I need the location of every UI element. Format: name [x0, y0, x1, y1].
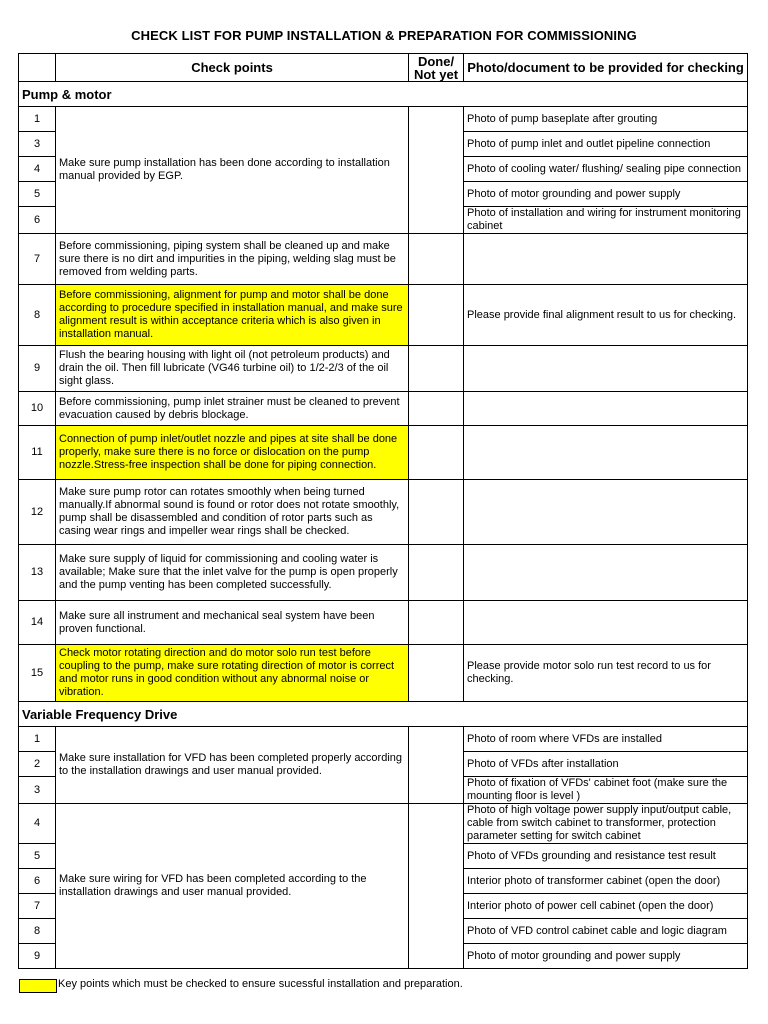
done-cell[interactable]	[409, 645, 464, 702]
header-done-line2: Not yet	[413, 66, 459, 82]
row-number: 13	[19, 545, 56, 601]
photo-requirement	[464, 601, 748, 645]
check-point: Before commissioning, piping system shall be cleaned up and make sure there is no dirt and impurities in the piping, welding slag must be removed from welding parts.	[56, 234, 409, 285]
done-cell[interactable]	[409, 426, 464, 480]
photo-requirement: Please provide final alignment result to us for checking.	[464, 285, 748, 346]
check-point: Make sure wiring for VFD has been completed according to the installation drawings and user manual provided.	[56, 804, 409, 969]
row-number: 5	[19, 844, 56, 869]
page-title: CHECK LIST FOR PUMP INSTALLATION & PREPARATION FOR COMMISSIONING	[131, 28, 637, 43]
photo-requirement	[464, 545, 748, 601]
photo-requirement	[464, 392, 748, 426]
row-number: 2	[19, 752, 56, 777]
row-number: 3	[19, 777, 56, 804]
header-number	[19, 54, 56, 82]
row-number: 5	[19, 182, 56, 207]
row-number: 12	[19, 480, 56, 545]
photo-requirement: Photo of high voltage power supply input/output cable, cable from switch cabinet to transformer, protection parameter setting for switch cabinet	[464, 804, 748, 844]
section-vfd: Variable Frequency Drive	[19, 702, 748, 727]
check-point: Make sure all instrument and mechanical seal system have been proven functional.	[56, 601, 409, 645]
row-number: 11	[19, 426, 56, 480]
check-point: Make sure pump rotor can rotates smoothly when being turned manually.If abnormal sound is found or rotor does not rotate smoothly, pump shall be disassembled and condition of rotor parts such as casing wear rings and impeller wear rings shall be checked.	[56, 480, 409, 545]
section-pump-motor: Pump & motor	[19, 82, 748, 107]
checklist-table	[18, 53, 748, 969]
done-cell[interactable]	[409, 107, 464, 234]
photo-requirement	[464, 346, 748, 392]
photo-requirement: Interior photo of transformer cabinet (open the door)	[464, 869, 748, 894]
photo-requirement: Photo of motor grounding and power supply	[464, 182, 748, 207]
row-number: 1	[19, 107, 56, 132]
row-number: 4	[19, 804, 56, 844]
photo-requirement	[464, 426, 748, 480]
done-cell[interactable]	[409, 285, 464, 346]
check-point: Flush the bearing housing with light oil (not petroleum products) and drain the oil. Then fill lubricate (VG46 turbine oil) to 1/2-2/3 of the oil sight glass.	[56, 346, 409, 392]
photo-requirement	[464, 234, 748, 285]
photo-requirement: Photo of motor grounding and power supply	[464, 944, 748, 969]
done-cell[interactable]	[409, 480, 464, 545]
check-point-key: Check motor rotating direction and do motor solo run test before coupling to the pump, make sure rotating direction of motor is correct and motor runs in good condition without any abnormal noise or vibration.	[56, 645, 409, 702]
check-point: Before commissioning, pump inlet strainer must be cleaned to prevent evacuation caused by debris blockage.	[56, 392, 409, 426]
done-cell[interactable]	[409, 804, 464, 969]
check-point-key: Connection of pump inlet/outlet nozzle and pipes at site shall be done properly, make sure there is no force or dislocation on the pump nozzle.Stress-free inspection shall be done for piping connection.	[56, 426, 409, 480]
row-number: 15	[19, 645, 56, 702]
row-number: 7	[19, 894, 56, 919]
header-done	[409, 54, 464, 82]
photo-requirement: Photo of cooling water/ flushing/ sealing pipe connection	[464, 157, 748, 182]
photo-requirement: Interior photo of power cell cabinet (open the door)	[464, 894, 748, 919]
done-cell[interactable]	[409, 727, 464, 804]
row-number: 4	[19, 157, 56, 182]
done-cell[interactable]	[409, 234, 464, 285]
header-done-line1: Done/	[417, 53, 455, 69]
row-number: 14	[19, 601, 56, 645]
photo-requirement: Photo of pump inlet and outlet pipeline connection	[464, 132, 748, 157]
photo-requirement: Please provide motor solo run test record to us for checking.	[464, 645, 748, 702]
row-number: 7	[19, 234, 56, 285]
row-number: 8	[19, 285, 56, 346]
done-cell[interactable]	[409, 392, 464, 426]
check-point: Make sure installation for VFD has been completed properly according to the installation drawings and user manual provided.	[56, 727, 409, 804]
row-number: 6	[19, 207, 56, 234]
done-cell[interactable]	[409, 346, 464, 392]
check-point-key: Before commissioning, alignment for pump and motor shall be done according to procedure specified in installation manual, and make sure alignment result is within acceptance criteria which is also given in installation manual.	[56, 285, 409, 346]
photo-requirement	[464, 480, 748, 545]
legend-text: Key points which must be checked to ensure sucessful installation and preparation.	[58, 978, 463, 990]
row-number: 9	[19, 944, 56, 969]
photo-requirement: Photo of pump baseplate after grouting	[464, 107, 748, 132]
photo-requirement: Photo of VFDs after installation	[464, 752, 748, 777]
row-number: 10	[19, 392, 56, 426]
header-check-points: Check points	[56, 54, 409, 82]
check-point: Make sure pump installation has been done according to installation manual provided by EGP.	[56, 107, 409, 234]
row-number: 8	[19, 919, 56, 944]
row-number: 9	[19, 346, 56, 392]
photo-requirement: Photo of installation and wiring for instrument monitoring cabinet	[464, 207, 748, 234]
done-cell[interactable]	[409, 601, 464, 645]
done-cell[interactable]	[409, 545, 464, 601]
row-number: 6	[19, 869, 56, 894]
row-number: 3	[19, 132, 56, 157]
header-photo: Photo/document to be provided for checking	[464, 54, 748, 82]
check-point: Make sure supply of liquid for commissioning and cooling water is available; Make sure that the inlet valve for the pump is open properly and the pump venting has been completed successfully.	[56, 545, 409, 601]
row-number: 1	[19, 727, 56, 752]
photo-requirement: Photo of fixation of VFDs' cabinet foot (make sure the mounting floor is level )	[464, 777, 748, 804]
photo-requirement: Photo of VFD control cabinet cable and logic diagram	[464, 919, 748, 944]
photo-requirement: Photo of room where VFDs are installed	[464, 727, 748, 752]
photo-requirement: Photo of VFDs grounding and resistance test result	[464, 844, 748, 869]
legend-swatch	[19, 979, 57, 993]
